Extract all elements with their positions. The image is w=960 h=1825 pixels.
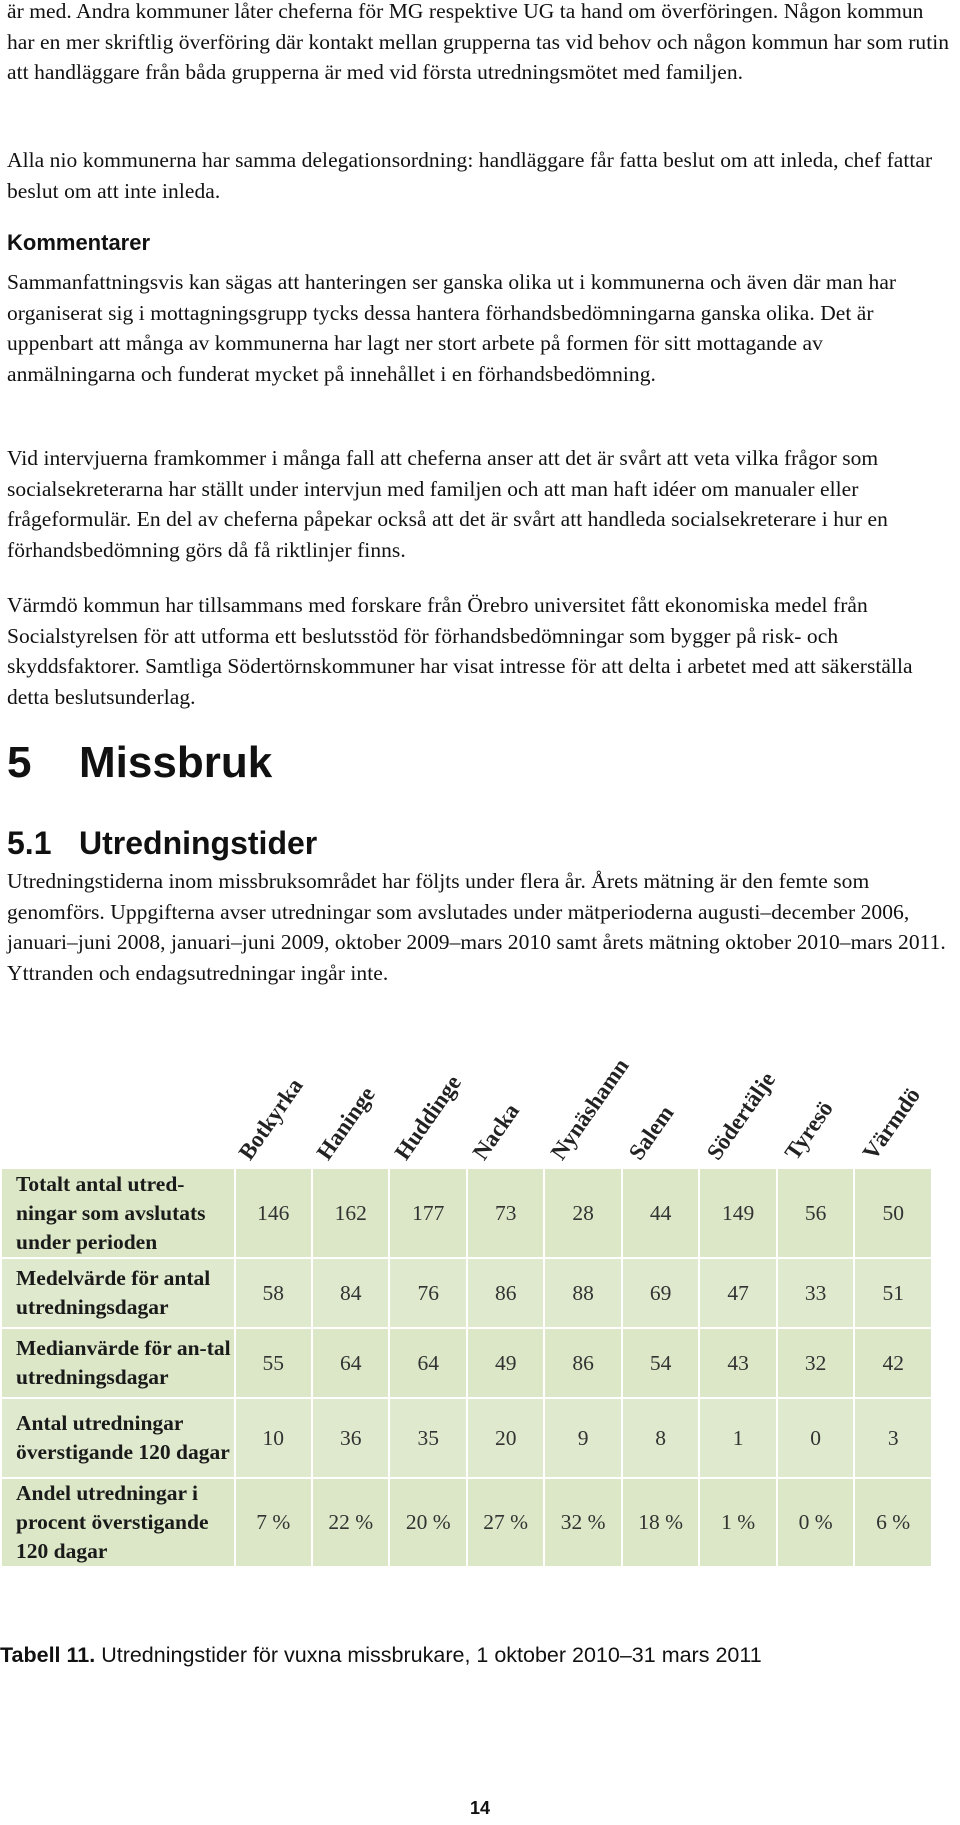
table-cell: 32 % (544, 1478, 621, 1567)
table-cell: 3 (854, 1398, 932, 1478)
table-cell: 7 % (235, 1478, 312, 1567)
table-cell: 73 (467, 1168, 544, 1258)
table-cell: 9 (544, 1398, 621, 1478)
table-cell: 47 (699, 1258, 776, 1328)
row-label: Medelvärde för antal utredningsdagar (1, 1258, 235, 1328)
table-cell: 28 (544, 1168, 621, 1258)
table-cell: 0 (777, 1398, 854, 1478)
table-cell: 58 (235, 1258, 312, 1328)
table-row (1, 1478, 932, 1567)
table-cell: 76 (389, 1258, 466, 1328)
kommentarer-heading: Kommentarer (7, 230, 151, 255)
paragraph-summary: Sammanfattningsvis kan sägas att hanteringen ser ganska olika ut i kommunerna och även där man har organiserat sig i mottagningsgrupp tycks dessa hantera förhandsbedömningarna ganska olika. Det är uppenbart att många av kommunerna har lagt ner stort arbete på formen för sitt mottagande av anmälningarna och funderat mycket på innehållet i en förhandsbedömning. (7, 270, 897, 386)
chapter-number: 5 (7, 738, 32, 787)
section-number: 5.1 (7, 825, 52, 861)
paragraph-interviews: Vid intervjuerna framkommer i många fall att cheferna anser att det är svårt att veta vilka frågor som socialsekreterarna har ställt under intervjun med familjen och att man haft idéer om manualer eller frågeformulär. En del av cheferna påpekar också att det är svårt att handleda socialsekreterare i hur en förhandsbedömning görs då få riktlinjer finns. (7, 446, 888, 562)
table-cell: 32 (777, 1328, 854, 1398)
table-column-headers (0, 1035, 960, 1165)
column-header: Huddinge (389, 1070, 466, 1165)
table-cell: 86 (467, 1258, 544, 1328)
utredningstider-table (0, 1167, 933, 1568)
column-header: Salem (623, 1100, 679, 1165)
table-cell: 56 (777, 1168, 854, 1258)
table-caption (0, 1643, 762, 1668)
table-cell: 44 (622, 1168, 699, 1258)
table-cell: 64 (312, 1328, 389, 1398)
table-cell: 35 (389, 1398, 466, 1478)
paragraph-delegation: Alla nio kommunerna har samma delegationsordning: handläggare får fatta beslut om att inleda, chef fattar beslut om att inte inleda. (7, 148, 933, 203)
table-row (1, 1258, 932, 1328)
table-cell: 0 % (777, 1478, 854, 1567)
table-cell: 162 (312, 1168, 389, 1258)
column-header: Tyresö (779, 1096, 838, 1165)
page-number: 14 (469, 1798, 491, 1818)
table-cell: 43 (699, 1328, 776, 1398)
table-row (1, 1398, 932, 1478)
table-cell: 54 (622, 1328, 699, 1398)
table-cell: 22 % (312, 1478, 389, 1567)
paragraph-utredningstider: Utredningstiderna inom missbruksområdet har följts under flera år. Årets mätning är den femte som genomförs. Uppgifterna avser utredningar som avslutades under mätperioderna augusti–december 2006, januari–juni 2008, januari–juni 2009, oktober 2009–mars 2010 samt årets mätning oktober 2010–mars 2011. Yttranden och endagsutredningar ingår inte. (7, 869, 946, 985)
table-cell: 146 (235, 1168, 312, 1258)
paragraph-intro: är med. Andra kommuner låter cheferna för MG respektive UG ta hand om överföringen. Någon kommun har en mer skriftlig överföring där kontakt mellan grupperna tas vid behov och någon kommun har som rutin att handläggare från båda grupperna är med vid första utredningsmötet med familjen. (7, 0, 950, 84)
table-cell: 10 (235, 1398, 312, 1478)
table-cell: 8 (622, 1398, 699, 1478)
table-cell: 27 % (467, 1478, 544, 1567)
table-cell: 36 (312, 1398, 389, 1478)
caption-label: Tabell 11. (0, 1643, 96, 1667)
chapter-heading (7, 735, 272, 791)
table-cell: 50 (854, 1168, 932, 1258)
column-header: Botkyrka (233, 1073, 308, 1165)
section-title: Utredningstider (79, 825, 318, 861)
section-heading (7, 823, 317, 863)
table-cell: 64 (389, 1328, 466, 1398)
table-cell: 86 (544, 1328, 621, 1398)
caption-text: Utredningstider för vuxna missbrukare, 1 oktober 2010–31 mars 2011 (95, 1643, 762, 1667)
table-row (1, 1168, 932, 1258)
table-row (1, 1328, 932, 1398)
row-label: Andel utredningar i procent överstigande 120 dagar (1, 1478, 235, 1567)
table-cell: 33 (777, 1258, 854, 1328)
table-cell: 84 (312, 1258, 389, 1328)
table-cell: 49 (467, 1328, 544, 1398)
column-header: Nacka (467, 1098, 525, 1165)
table-cell: 69 (622, 1258, 699, 1328)
row-label: Totalt antal utred-ningar som avslutats under perioden (1, 1168, 235, 1258)
table-cell: 51 (854, 1258, 932, 1328)
column-header: Södertälje (701, 1067, 781, 1165)
table-cell: 1 % (699, 1478, 776, 1567)
table-cell: 6 % (854, 1478, 932, 1567)
column-header: Haninge (311, 1082, 380, 1165)
row-label: Medianvärde för an-tal utredningsdagar (1, 1328, 235, 1398)
table-cell: 20 % (389, 1478, 466, 1567)
chapter-title: Missbruk (79, 738, 273, 787)
table-cell: 20 (467, 1398, 544, 1478)
column-header: Värmdö (857, 1083, 926, 1165)
table-cell: 149 (699, 1168, 776, 1258)
table-figure (0, 1035, 960, 1630)
table-cell: 1 (699, 1398, 776, 1478)
row-label: Antal utredningar överstigande 120 dagar (1, 1398, 235, 1478)
column-header: Nynäshamn (545, 1053, 634, 1165)
table-cell: 177 (389, 1168, 466, 1258)
table-cell: 42 (854, 1328, 932, 1398)
table-cell: 18 % (622, 1478, 699, 1567)
table-cell: 55 (235, 1328, 312, 1398)
table-cell: 88 (544, 1258, 621, 1328)
paragraph-varmdo: Värmdö kommun har tillsammans med forskare från Örebro universitet fått ekonomiska medel från Socialstyrelsen för att utforma ett beslutsstöd för förhandsbedömningar som bygger på risk- och skyddsfaktorer. Samtliga Södertörnskommuner har visat intresse för att delta i arbetet med att säkerställa detta beslutsunderlag. (7, 593, 913, 709)
